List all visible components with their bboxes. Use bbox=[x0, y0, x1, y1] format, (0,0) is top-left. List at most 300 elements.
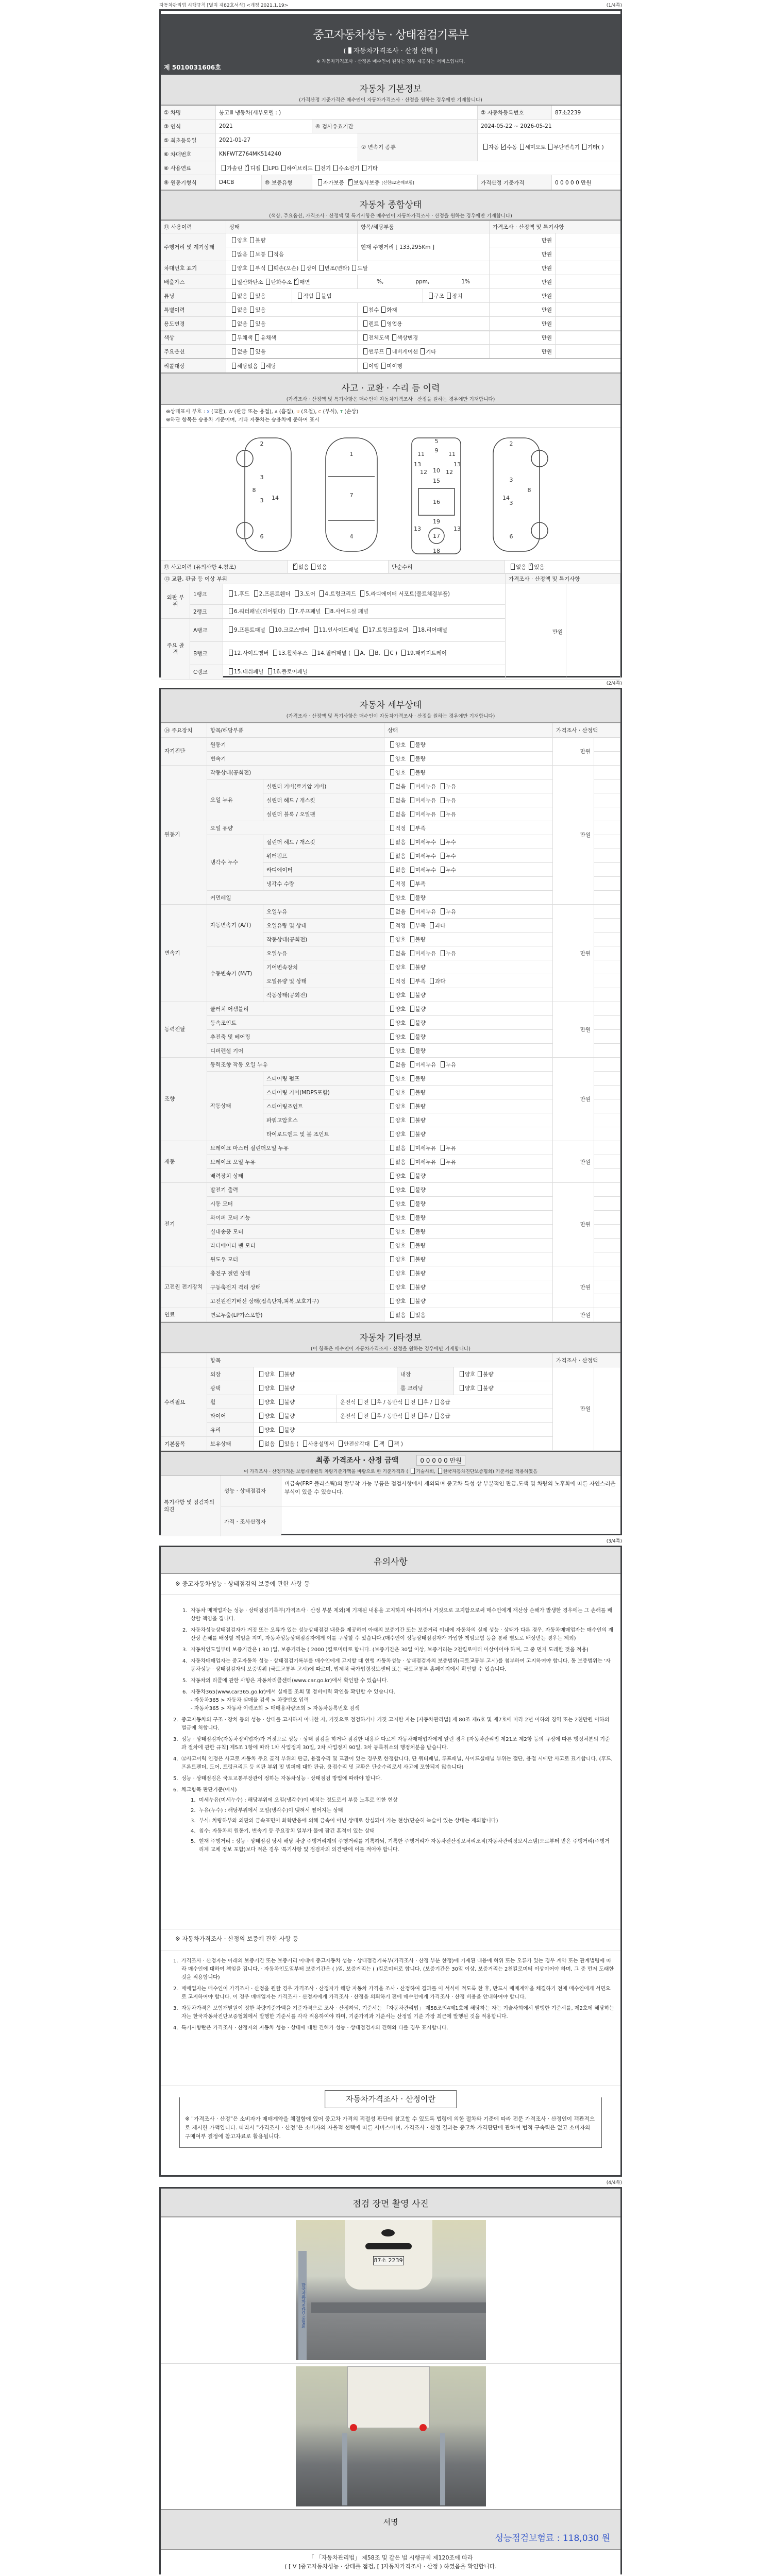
checkbox[interactable] bbox=[441, 783, 445, 789]
checkbox-option[interactable] bbox=[229, 278, 263, 286]
checkbox[interactable] bbox=[279, 1371, 283, 1377]
checkbox-option[interactable] bbox=[388, 1076, 406, 1082]
checkbox[interactable] bbox=[410, 1214, 414, 1221]
checkbox[interactable] bbox=[441, 839, 445, 845]
checkbox[interactable] bbox=[441, 1061, 445, 1067]
checkbox-option[interactable] bbox=[408, 1048, 426, 1054]
checkbox-option[interactable] bbox=[388, 1131, 406, 1138]
checkbox-option[interactable] bbox=[229, 320, 247, 328]
checkbox-option[interactable] bbox=[361, 334, 390, 342]
checkbox[interactable] bbox=[410, 1089, 414, 1095]
checkbox-checked[interactable] bbox=[245, 165, 249, 171]
checkbox[interactable] bbox=[250, 293, 254, 299]
checkbox[interactable] bbox=[410, 992, 414, 998]
checkbox[interactable] bbox=[363, 348, 367, 354]
checkbox[interactable] bbox=[390, 867, 394, 873]
checkbox[interactable] bbox=[390, 839, 394, 845]
checkbox[interactable] bbox=[325, 608, 329, 614]
checkbox[interactable] bbox=[430, 978, 434, 984]
checkbox-option[interactable] bbox=[408, 937, 426, 943]
checkbox[interactable] bbox=[390, 1145, 394, 1151]
checkbox[interactable] bbox=[339, 1440, 343, 1447]
checkbox[interactable] bbox=[390, 908, 394, 914]
checkbox[interactable] bbox=[232, 320, 236, 327]
part-checkbox-option[interactable] bbox=[287, 608, 321, 615]
part-checkbox-option[interactable] bbox=[271, 650, 308, 656]
checkbox-option[interactable] bbox=[408, 1034, 426, 1040]
checkbox-option[interactable] bbox=[277, 1427, 295, 1433]
checkbox-option[interactable] bbox=[229, 292, 247, 300]
checkbox-option[interactable] bbox=[384, 348, 418, 355]
checkbox[interactable] bbox=[390, 1131, 394, 1137]
checkbox-option[interactable] bbox=[408, 1298, 426, 1304]
checkbox[interactable] bbox=[369, 650, 374, 656]
part-checkbox-option[interactable] bbox=[265, 669, 308, 675]
checkbox[interactable] bbox=[303, 1440, 307, 1447]
checkbox-option[interactable] bbox=[526, 563, 544, 571]
checkbox[interactable] bbox=[390, 964, 394, 970]
checkbox-option[interactable] bbox=[408, 798, 436, 804]
checkbox[interactable] bbox=[372, 1399, 376, 1405]
checkbox-option[interactable] bbox=[388, 1173, 406, 1179]
checkbox-option[interactable] bbox=[298, 264, 316, 272]
part-checkbox-option[interactable] bbox=[367, 650, 380, 656]
checkbox-option[interactable] bbox=[229, 264, 247, 272]
checkbox-option[interactable] bbox=[438, 909, 456, 915]
checkbox[interactable] bbox=[390, 741, 394, 748]
checkbox-option[interactable] bbox=[408, 770, 426, 776]
checkbox[interactable] bbox=[390, 1284, 394, 1290]
checkbox[interactable] bbox=[229, 590, 233, 597]
checkbox-option[interactable] bbox=[408, 867, 436, 873]
checkbox-option[interactable] bbox=[408, 1229, 426, 1235]
checkbox-option[interactable] bbox=[261, 165, 279, 172]
checkbox-option[interactable] bbox=[388, 1229, 406, 1235]
checkbox[interactable] bbox=[279, 1427, 283, 1433]
checkbox[interactable] bbox=[410, 978, 414, 984]
checkbox[interactable] bbox=[390, 1020, 394, 1026]
checkbox-checked[interactable] bbox=[348, 179, 352, 185]
checkbox-option[interactable] bbox=[388, 895, 406, 901]
checkbox-option[interactable] bbox=[247, 320, 265, 328]
checkbox-option[interactable] bbox=[388, 784, 406, 790]
checkbox-option[interactable] bbox=[388, 1187, 406, 1193]
checkbox[interactable] bbox=[441, 1145, 445, 1151]
checkbox-option[interactable] bbox=[379, 362, 402, 370]
checkbox-option[interactable] bbox=[481, 142, 499, 152]
checkbox-option[interactable] bbox=[361, 306, 379, 314]
checkbox-option[interactable] bbox=[388, 825, 406, 832]
part-checkbox-option[interactable] bbox=[226, 650, 268, 656]
checkbox[interactable] bbox=[250, 320, 254, 327]
checkbox[interactable] bbox=[390, 950, 394, 956]
checkbox[interactable] bbox=[520, 144, 524, 150]
checkbox[interactable] bbox=[295, 590, 299, 597]
checkbox[interactable] bbox=[259, 1371, 263, 1377]
checkbox-option[interactable] bbox=[257, 1371, 275, 1378]
checkbox-option[interactable] bbox=[242, 164, 260, 172]
checkbox[interactable] bbox=[435, 1413, 439, 1419]
checkbox[interactable] bbox=[511, 564, 515, 570]
checkbox[interactable] bbox=[232, 363, 236, 369]
checkbox[interactable] bbox=[268, 251, 273, 257]
part-checkbox-option[interactable] bbox=[226, 591, 249, 597]
checkbox[interactable] bbox=[410, 769, 414, 775]
checkbox[interactable] bbox=[441, 797, 445, 803]
checkbox-option[interactable] bbox=[408, 1090, 426, 1096]
checkbox[interactable] bbox=[410, 839, 414, 845]
checkbox[interactable] bbox=[441, 867, 445, 873]
checkbox-option[interactable] bbox=[229, 348, 247, 355]
checkbox[interactable] bbox=[390, 797, 394, 803]
checkbox[interactable] bbox=[381, 307, 385, 313]
checkbox-option[interactable] bbox=[388, 798, 406, 804]
checkbox-option[interactable] bbox=[247, 250, 265, 258]
checkbox[interactable] bbox=[315, 165, 320, 171]
checkbox[interactable] bbox=[410, 1159, 414, 1165]
checkbox[interactable] bbox=[372, 1413, 376, 1419]
part-checkbox-option[interactable] bbox=[361, 627, 409, 633]
checkbox[interactable] bbox=[381, 363, 385, 369]
checkbox[interactable] bbox=[441, 908, 445, 914]
checkbox-option[interactable] bbox=[388, 756, 406, 762]
checkbox-option[interactable] bbox=[379, 306, 397, 314]
checkbox-option[interactable] bbox=[408, 1159, 436, 1165]
checkbox-option[interactable] bbox=[247, 306, 265, 314]
checkbox-option[interactable] bbox=[388, 951, 406, 957]
checkbox[interactable] bbox=[390, 1214, 394, 1221]
checkbox[interactable] bbox=[410, 908, 414, 914]
checkbox-option[interactable] bbox=[257, 1385, 275, 1392]
checkbox-option[interactable] bbox=[388, 937, 406, 943]
part-checkbox-option[interactable] bbox=[410, 627, 447, 633]
checkbox-option[interactable] bbox=[388, 1201, 406, 1207]
checkbox-option[interactable] bbox=[361, 320, 379, 328]
checkbox-option[interactable] bbox=[388, 1006, 406, 1012]
checkbox[interactable] bbox=[441, 1159, 445, 1165]
checkbox[interactable] bbox=[411, 1468, 415, 1474]
checkbox-option[interactable] bbox=[475, 1384, 493, 1392]
checkbox-option[interactable] bbox=[475, 1370, 493, 1378]
checkbox[interactable] bbox=[390, 922, 394, 928]
checkbox-option[interactable] bbox=[408, 1257, 426, 1263]
checkbox[interactable] bbox=[381, 320, 385, 327]
part-checkbox-option[interactable] bbox=[251, 591, 291, 597]
checkbox[interactable] bbox=[358, 1413, 362, 1419]
checkbox[interactable] bbox=[363, 320, 367, 327]
checkbox[interactable] bbox=[363, 334, 367, 341]
checkbox[interactable] bbox=[360, 590, 364, 597]
checkbox[interactable] bbox=[259, 1385, 263, 1391]
part-checkbox-option[interactable] bbox=[382, 650, 397, 656]
checkbox[interactable] bbox=[333, 165, 338, 171]
checkbox-option[interactable] bbox=[277, 1371, 295, 1378]
part-checkbox-option[interactable] bbox=[311, 627, 359, 633]
checkbox-option[interactable] bbox=[331, 164, 360, 172]
checkbox[interactable] bbox=[410, 797, 414, 803]
checkbox-checked[interactable] bbox=[529, 564, 533, 570]
part-checkbox-option[interactable] bbox=[226, 627, 265, 633]
checkbox-option[interactable] bbox=[457, 1370, 475, 1378]
checkbox[interactable] bbox=[259, 1413, 263, 1419]
checkbox-option[interactable] bbox=[408, 1187, 426, 1193]
checkbox[interactable] bbox=[410, 811, 414, 817]
checkbox[interactable] bbox=[548, 144, 552, 150]
checkbox-option[interactable] bbox=[257, 1399, 275, 1405]
checkbox[interactable] bbox=[410, 1006, 414, 1012]
checkbox[interactable] bbox=[478, 1385, 482, 1391]
checkbox[interactable] bbox=[232, 265, 236, 271]
checkbox-option[interactable] bbox=[388, 1159, 406, 1165]
checkbox-option[interactable] bbox=[300, 1441, 334, 1447]
checkbox-option[interactable] bbox=[427, 923, 445, 929]
checkbox-option[interactable] bbox=[388, 1104, 406, 1110]
checkbox[interactable] bbox=[410, 1061, 414, 1067]
checkbox-option[interactable] bbox=[361, 362, 379, 370]
checkbox[interactable] bbox=[390, 1228, 394, 1234]
part-checkbox-option[interactable] bbox=[352, 650, 365, 656]
checkbox-option[interactable] bbox=[388, 867, 406, 873]
checkbox[interactable] bbox=[355, 650, 359, 656]
checkbox[interactable] bbox=[390, 1242, 394, 1248]
checkbox[interactable] bbox=[460, 1371, 464, 1377]
checkbox[interactable] bbox=[312, 650, 316, 656]
checkbox-option[interactable] bbox=[313, 292, 331, 300]
checkbox[interactable] bbox=[410, 1047, 414, 1054]
checkbox[interactable] bbox=[390, 1312, 394, 1318]
checkbox-option[interactable] bbox=[295, 292, 313, 300]
checkbox-option[interactable] bbox=[277, 1413, 295, 1419]
checkbox[interactable] bbox=[390, 1159, 394, 1165]
checkbox-option[interactable] bbox=[438, 951, 456, 957]
checkbox-option[interactable] bbox=[388, 839, 406, 845]
checkbox[interactable] bbox=[410, 1298, 414, 1304]
checkbox-option[interactable] bbox=[408, 1006, 426, 1012]
checkbox-option[interactable] bbox=[408, 909, 436, 915]
checkbox[interactable] bbox=[222, 165, 226, 171]
checkbox-checked[interactable] bbox=[293, 564, 297, 570]
checkbox-option[interactable] bbox=[408, 1173, 426, 1179]
checkbox[interactable] bbox=[390, 769, 394, 775]
checkbox[interactable] bbox=[410, 1033, 414, 1040]
checkbox-option[interactable] bbox=[388, 1034, 406, 1040]
checkbox[interactable] bbox=[279, 1399, 283, 1405]
checkbox-option[interactable] bbox=[408, 1104, 426, 1110]
checkbox[interactable] bbox=[390, 1075, 394, 1081]
checkbox-option[interactable] bbox=[418, 348, 436, 355]
checkbox-option[interactable] bbox=[408, 978, 426, 985]
checkbox-option[interactable] bbox=[315, 180, 344, 186]
checkbox[interactable] bbox=[410, 1173, 414, 1179]
checkbox[interactable] bbox=[410, 741, 414, 748]
checkbox[interactable] bbox=[390, 1033, 394, 1040]
checkbox[interactable] bbox=[410, 950, 414, 956]
checkbox[interactable] bbox=[410, 1103, 414, 1109]
checkbox[interactable] bbox=[390, 1117, 394, 1123]
checkbox[interactable] bbox=[390, 755, 394, 761]
checkbox[interactable] bbox=[259, 1427, 263, 1433]
checkbox[interactable] bbox=[390, 853, 394, 859]
checkbox-option[interactable] bbox=[388, 770, 406, 776]
checkbox-option[interactable] bbox=[349, 264, 367, 272]
checkbox[interactable] bbox=[410, 1145, 414, 1151]
checkbox[interactable] bbox=[298, 293, 302, 299]
checkbox[interactable] bbox=[421, 348, 425, 354]
checkbox-option[interactable] bbox=[388, 742, 406, 748]
checkbox[interactable] bbox=[290, 608, 294, 614]
checkbox[interactable] bbox=[390, 894, 394, 901]
checkbox[interactable] bbox=[390, 1200, 394, 1207]
checkbox-option[interactable] bbox=[247, 236, 265, 244]
checkbox[interactable] bbox=[401, 650, 406, 656]
checkbox-option[interactable] bbox=[438, 1145, 456, 1151]
checkbox[interactable] bbox=[316, 293, 320, 299]
checkbox[interactable] bbox=[279, 1440, 283, 1447]
checkbox[interactable] bbox=[478, 1371, 482, 1377]
checkbox-option[interactable] bbox=[361, 348, 384, 355]
checkbox[interactable] bbox=[410, 922, 414, 928]
part-checkbox-option[interactable] bbox=[323, 608, 368, 615]
checkbox-option[interactable] bbox=[517, 142, 546, 152]
checkbox-option[interactable] bbox=[257, 1427, 275, 1433]
checkbox[interactable] bbox=[390, 1256, 394, 1262]
checkbox[interactable] bbox=[390, 1298, 394, 1304]
checkbox-option[interactable] bbox=[247, 348, 265, 355]
checkbox-option[interactable] bbox=[360, 164, 378, 172]
checkbox-option[interactable] bbox=[408, 923, 426, 929]
checkbox[interactable] bbox=[320, 590, 324, 597]
checkbox[interactable] bbox=[410, 825, 414, 831]
checkbox-option[interactable] bbox=[408, 1215, 426, 1221]
checkbox-option[interactable] bbox=[336, 1441, 370, 1447]
checkbox-option[interactable] bbox=[388, 923, 406, 929]
checkbox[interactable] bbox=[232, 293, 236, 299]
checkbox-option[interactable] bbox=[408, 756, 426, 762]
checkbox[interactable] bbox=[410, 1200, 414, 1207]
checkbox-option[interactable] bbox=[408, 1201, 426, 1207]
checkbox-option[interactable] bbox=[388, 1257, 406, 1263]
checkbox[interactable] bbox=[250, 251, 254, 257]
checkbox[interactable] bbox=[318, 179, 322, 185]
checkbox-option[interactable] bbox=[388, 909, 406, 915]
checkbox[interactable] bbox=[410, 867, 414, 873]
checkbox[interactable] bbox=[273, 650, 277, 656]
checkbox-option[interactable] bbox=[438, 1062, 456, 1068]
checkbox-option[interactable] bbox=[388, 1215, 406, 1221]
checkbox[interactable] bbox=[268, 265, 273, 271]
checkbox-option[interactable] bbox=[279, 164, 313, 172]
checkbox-option[interactable] bbox=[408, 895, 426, 901]
checkbox-option[interactable] bbox=[388, 1284, 406, 1291]
checkbox[interactable] bbox=[314, 626, 318, 633]
checkbox[interactable] bbox=[429, 293, 433, 299]
checkbox[interactable] bbox=[410, 1075, 414, 1081]
checkbox-option[interactable] bbox=[408, 839, 436, 845]
checkbox[interactable] bbox=[410, 1131, 414, 1137]
checkbox[interactable] bbox=[405, 1413, 409, 1419]
part-checkbox-option[interactable] bbox=[226, 608, 285, 615]
checkbox[interactable] bbox=[311, 564, 315, 570]
checkbox[interactable] bbox=[438, 1468, 442, 1474]
checkbox-option[interactable] bbox=[266, 264, 299, 272]
part-checkbox-option[interactable] bbox=[292, 591, 315, 597]
checkbox[interactable] bbox=[362, 165, 366, 171]
checkbox[interactable] bbox=[447, 293, 451, 299]
checkbox[interactable] bbox=[410, 1284, 414, 1290]
checkbox[interactable] bbox=[430, 922, 434, 928]
checkbox[interactable] bbox=[410, 880, 414, 887]
checkbox-option[interactable] bbox=[408, 1117, 426, 1124]
checkbox[interactable] bbox=[418, 1413, 423, 1419]
checkbox-option[interactable] bbox=[444, 292, 462, 300]
checkbox-option[interactable] bbox=[508, 563, 526, 571]
checkbox[interactable] bbox=[405, 1399, 409, 1405]
checkbox-option[interactable] bbox=[313, 164, 331, 172]
checkbox-option[interactable] bbox=[408, 951, 436, 957]
checkbox-option[interactable] bbox=[229, 236, 247, 244]
checkbox-option[interactable] bbox=[427, 978, 445, 985]
checkbox[interactable] bbox=[410, 1270, 414, 1276]
checkbox[interactable] bbox=[410, 853, 414, 859]
checkbox[interactable] bbox=[232, 237, 236, 243]
checkbox-option[interactable] bbox=[277, 1441, 299, 1447]
checkbox[interactable] bbox=[250, 265, 254, 271]
checkbox[interactable] bbox=[390, 978, 394, 984]
checkbox-option[interactable] bbox=[408, 881, 426, 887]
checkbox[interactable] bbox=[386, 348, 391, 354]
checkbox-option[interactable] bbox=[408, 1020, 426, 1026]
checkbox[interactable] bbox=[270, 626, 274, 633]
checkbox[interactable] bbox=[254, 590, 258, 597]
checkbox-option[interactable] bbox=[426, 292, 444, 300]
checkbox[interactable] bbox=[392, 334, 396, 341]
checkbox-option[interactable] bbox=[438, 839, 456, 845]
checkbox[interactable] bbox=[255, 334, 259, 341]
checkbox[interactable] bbox=[390, 936, 394, 942]
checkbox[interactable] bbox=[410, 936, 414, 942]
checkbox-option[interactable] bbox=[388, 1090, 406, 1096]
checkbox[interactable] bbox=[320, 265, 324, 271]
checkbox[interactable] bbox=[410, 755, 414, 761]
checkbox[interactable] bbox=[441, 950, 445, 956]
checkbox-option[interactable] bbox=[388, 811, 406, 818]
part-checkbox-option[interactable] bbox=[399, 650, 447, 656]
checkbox[interactable] bbox=[363, 626, 367, 633]
checkbox-option[interactable] bbox=[388, 1298, 406, 1304]
checkbox-option[interactable] bbox=[247, 264, 265, 272]
checkbox[interactable] bbox=[390, 1173, 394, 1179]
checkbox[interactable] bbox=[250, 237, 254, 243]
checkbox-option[interactable] bbox=[438, 811, 456, 818]
checkbox-option[interactable] bbox=[408, 825, 426, 832]
checkbox-option[interactable] bbox=[388, 964, 406, 971]
checkbox[interactable] bbox=[410, 1187, 414, 1193]
checkbox-option[interactable] bbox=[388, 1243, 406, 1249]
checkbox-option[interactable] bbox=[546, 142, 580, 152]
checkbox-option[interactable] bbox=[386, 1441, 403, 1447]
checkbox-option[interactable] bbox=[388, 1020, 406, 1026]
checkbox[interactable] bbox=[418, 1399, 423, 1405]
checkbox-option[interactable] bbox=[438, 867, 456, 873]
checkbox-option[interactable] bbox=[266, 250, 284, 258]
checkbox[interactable] bbox=[441, 811, 445, 817]
checkbox[interactable] bbox=[279, 1413, 283, 1419]
part-checkbox-option[interactable] bbox=[226, 669, 263, 675]
checkbox-option[interactable] bbox=[408, 1145, 436, 1151]
part-checkbox-option[interactable] bbox=[309, 650, 350, 656]
checkbox-option[interactable] bbox=[257, 1413, 275, 1419]
checkbox-option[interactable] bbox=[309, 563, 327, 571]
